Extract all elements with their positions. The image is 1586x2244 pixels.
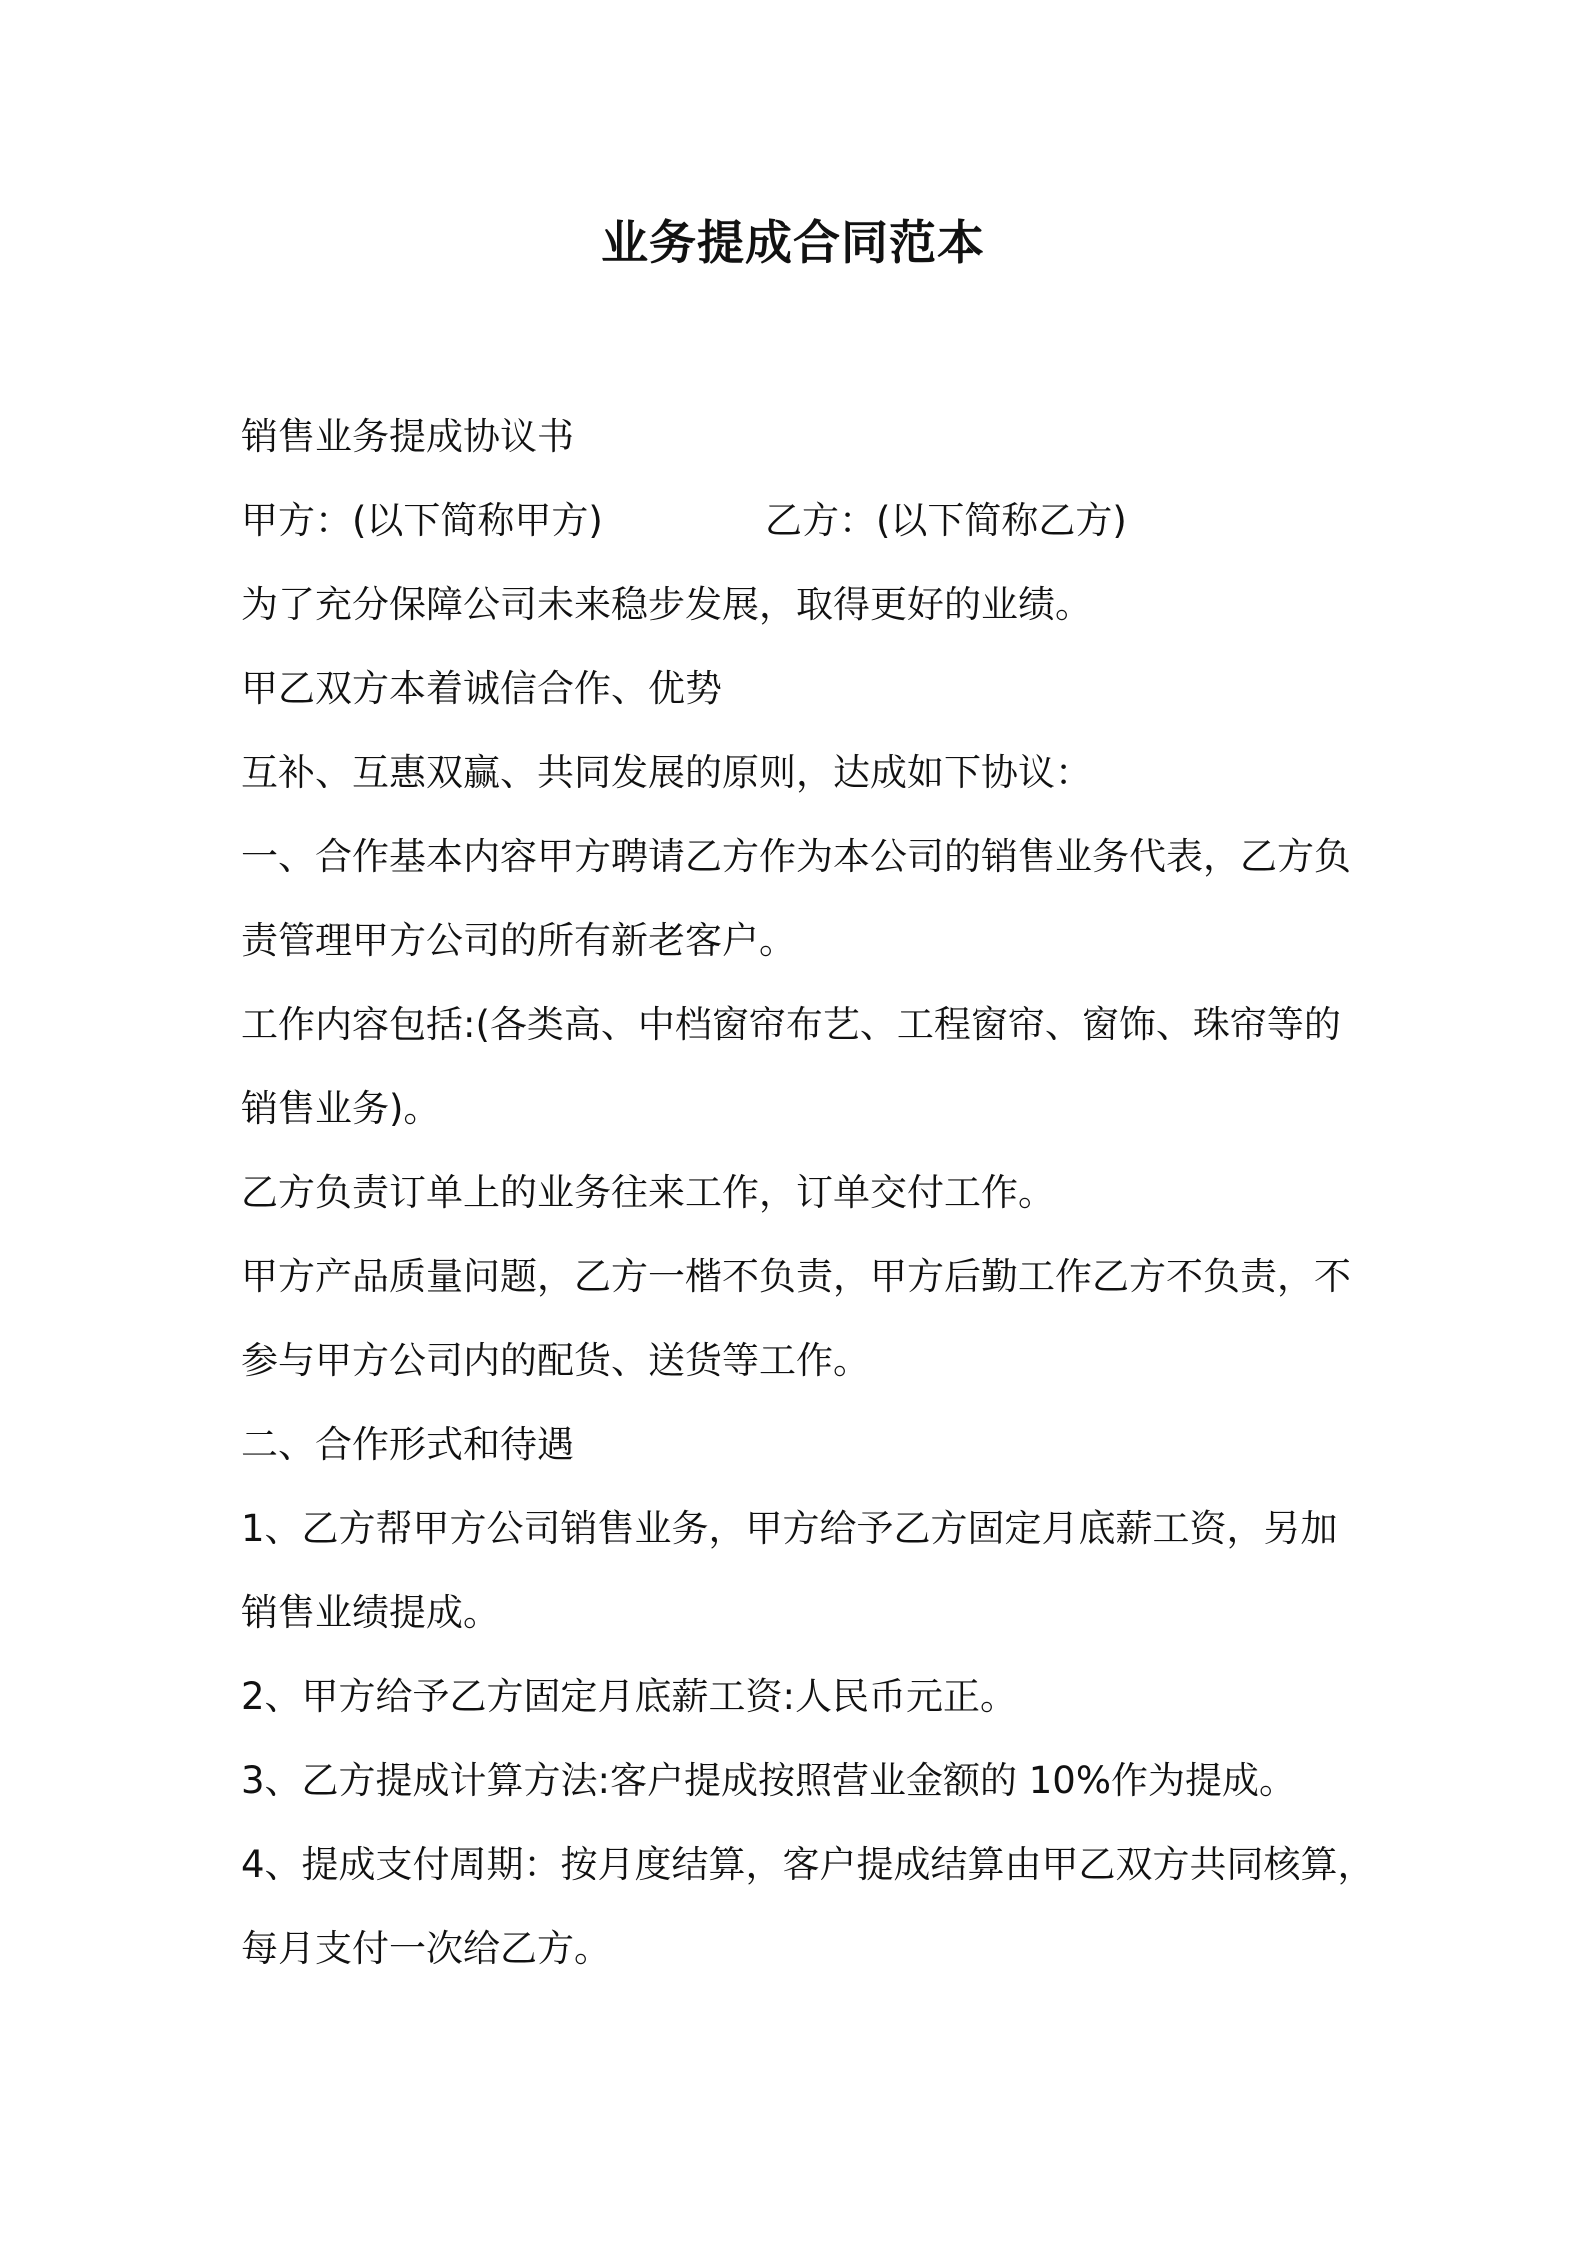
clause-2-line: 2、甲方给予乙方固定月底薪工资:人民币元正。 xyxy=(241,1675,1018,1718)
clause-4-line: 4、提成支付周期：按月度结算，客户提成结算由甲乙双方共同核算， xyxy=(241,1843,1375,1886)
paragraph-line: 销售业务)。 xyxy=(241,1087,441,1130)
clause-1-line: 1、乙方帮甲方公司销售业务，甲方给予乙方固定月底薪工资，另加 xyxy=(241,1507,1338,1550)
document-title: 业务提成合同范本 xyxy=(601,216,985,271)
paragraph-line: 甲方产品质量问题，乙方一楷不负责，甲方后勤工作乙方不负责，不 xyxy=(241,1255,1351,1298)
section-1-line: 一、合作基本内容甲方聘请乙方作为本公司的销售业务代表，乙方负 xyxy=(241,835,1351,878)
paragraph-line: 参与甲方公司内的配货、送货等工作。 xyxy=(241,1339,870,1382)
party-a-label: 甲方：(以下简称甲方) xyxy=(241,499,603,542)
paragraph-line: 责管理甲方公司的所有新老客户。 xyxy=(241,919,796,962)
clause-3-line: 3、乙方提成计算方法:客户提成按照营业金额的 10%作为提成。 xyxy=(241,1759,1297,1802)
section-2-heading: 二、合作形式和待遇 xyxy=(241,1423,574,1466)
agreement-subtitle: 销售业务提成协议书 xyxy=(241,415,574,458)
paragraph-line: 甲乙双方本着诚信合作、优势 xyxy=(241,667,722,710)
paragraph-line: 销售业绩提成。 xyxy=(241,1591,500,1634)
paragraph-line: 工作内容包括:(各类高、中档窗帘布艺、工程窗帘、窗饰、珠帘等的 xyxy=(241,1003,1341,1046)
paragraph-line: 乙方负责订单上的业务往来工作，订单交付工作。 xyxy=(241,1171,1055,1214)
party-b-label: 乙方：(以下简称乙方) xyxy=(765,499,1127,542)
parties-line xyxy=(241,496,1127,546)
paragraph-line: 每月支付一次给乙方。 xyxy=(241,1927,611,1970)
paragraph-line: 互补、互惠双赢、共同发展的原则，达成如下协议： xyxy=(241,751,1092,794)
paragraph-line: 为了充分保障公司未来稳步发展，取得更好的业绩。 xyxy=(241,583,1092,626)
